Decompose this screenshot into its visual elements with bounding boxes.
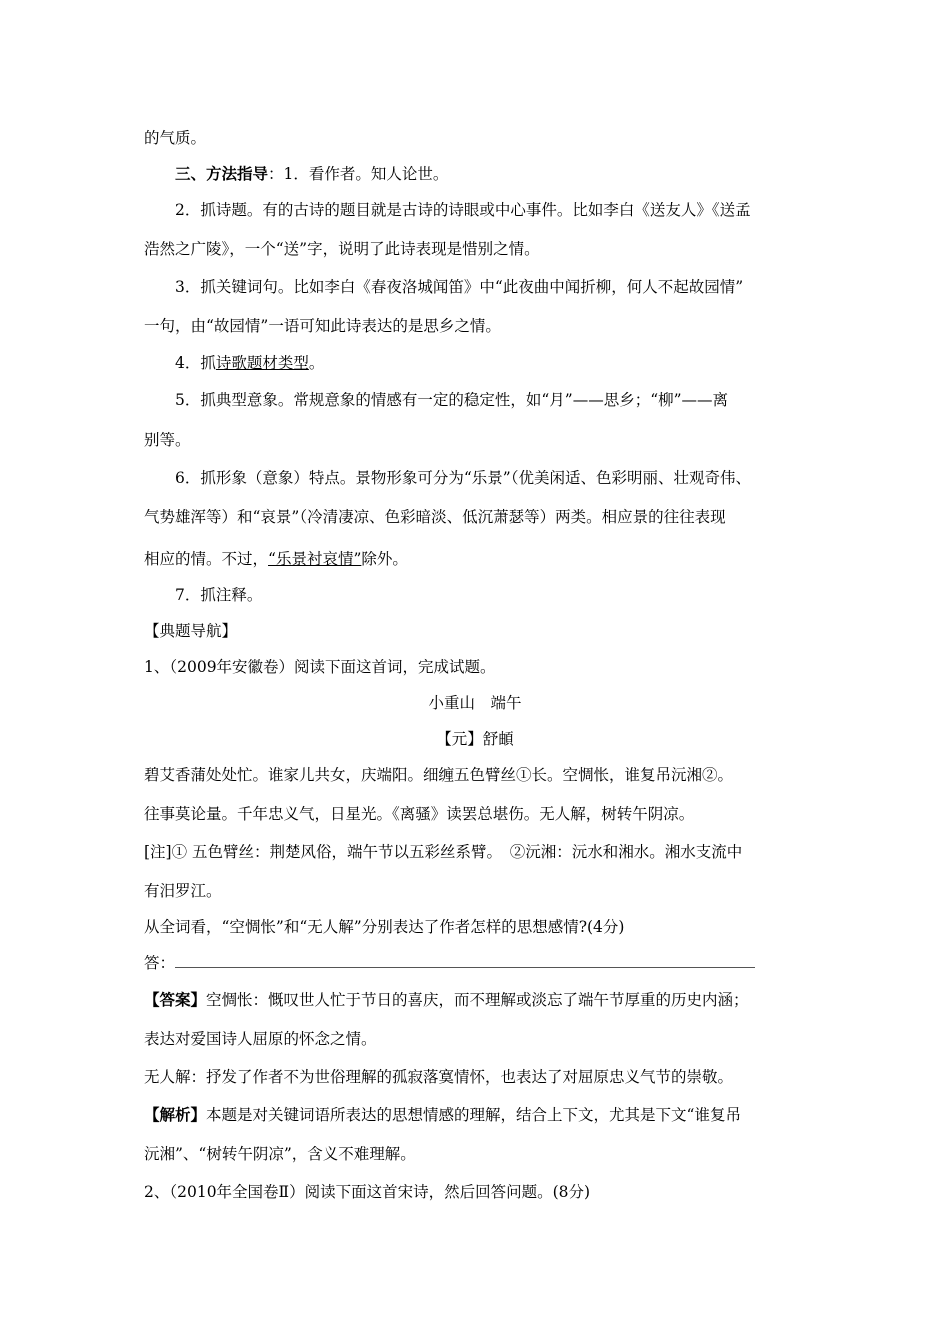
text-line: 3．抓关键词句。比如李白《春夜洛城闻笛》中“此夜曲中闻折柳，何人不起故园情” [175, 278, 744, 296]
text-line: 别等。 [144, 431, 191, 449]
poem-author: 【元】舒頔 [436, 730, 514, 748]
poem-title: 小重山 端午 [428, 694, 522, 712]
answer-blank[interactable] [175, 953, 755, 968]
poem-genre-link[interactable]: 诗歌题材类型 [215, 354, 309, 372]
text-line: 气势雄浑等）和“哀景”（冷清凄凉、色彩暗淡、低沉萧瑟等）两类。相应景的往往表现 [144, 508, 726, 526]
question-prompt: 从全词看，“空惆怅”和“无人解”分别表达了作者怎样的思想感情?(4分) [144, 918, 625, 936]
poem-note: 有汨罗江。 [144, 882, 222, 900]
answer-line [144, 953, 755, 973]
text-span: 相应的情。不过， [144, 550, 269, 568]
answer-text: 表达对爱国诗人屈原的怀念之情。 [144, 1030, 377, 1048]
happy-scene-sad-feeling-link[interactable]: “乐景衬哀情” [268, 550, 362, 568]
text-line: 的气质。 [144, 129, 207, 147]
poem-note: [注]① 五色臂丝：荆楚风俗，端午节以五彩丝系臂。 ②沅湘：沅水和湘水。湘水支流中 [144, 843, 743, 861]
answer-label: 答： [144, 954, 176, 972]
text-span: 空惆怅：慨叹世人忙于节日的喜庆，而不理解或淡忘了端午节厚重的历史内涵； [206, 991, 749, 1009]
method-guide-heading [175, 164, 448, 184]
text-line: 一句，由“故园情”一语可知此诗表达的是思乡之情。 [144, 317, 501, 335]
text-line [175, 353, 324, 373]
text-span: 4．抓 [175, 354, 216, 372]
analysis-tag: 【解析】 [144, 1105, 207, 1124]
text-line: 浩然之广陵》，一个“送”字，说明了此诗表现是惜别之情。 [144, 240, 540, 258]
poem-line: 往事莫论量。千年忠义气，日星光。《离骚》读罢总堪伤。无人解，树转午阴凉。 [144, 805, 695, 823]
text-line: 7．抓注释。 [175, 586, 263, 604]
text-line [144, 549, 408, 569]
poem-line: 碧艾香蒲处处忙。谁家儿共女，庆端阳。细缠五色臂丝①长。空惆怅，谁复吊沅湘②。 [144, 766, 734, 784]
text-span: ：1．看作者。知人论世。 [268, 165, 449, 183]
analysis-text [144, 1105, 741, 1125]
answer-tag: 【答案】 [144, 990, 207, 1009]
bold-heading: 三、方法指导 [175, 164, 269, 183]
text-line: 6．抓形象（意象）特点。景物形象可分为“乐景”（优美闲适、色彩明丽、壮观奇伟、 [175, 469, 751, 487]
text-span: 。 [308, 354, 325, 372]
text-span: 本题是对关键词语所表达的思想情感的理解，结合上下文，尤其是下文“谁复吊 [206, 1106, 741, 1124]
text-line: 5．抓典型意象。常规意象的情感有一定的稳定性，如“月”——思乡；“柳”——离 [175, 391, 729, 409]
text-span: 除外。 [361, 550, 408, 568]
question-1-intro: 1、（2009年安徽卷）阅读下面这首词，完成试题。 [144, 658, 496, 676]
analysis-text: 沅湘”、“树转午阴凉”，含义不难理解。 [144, 1145, 416, 1163]
question-2-intro: 2、（2010年全国卷Ⅱ）阅读下面这首宋诗，然后回答问题。(8分) [144, 1183, 591, 1201]
answer-text: 无人解：抒发了作者不为世俗理解的孤寂落寞情怀，也表达了对屈原忠义气节的崇敬。 [144, 1068, 734, 1086]
section-heading: 【典题导航】 [144, 622, 238, 640]
answer-text [144, 990, 749, 1010]
text-line: 2．抓诗题。有的古诗的题目就是古诗的诗眼或中心事件。比如李白《送友人》《送孟 [175, 201, 751, 219]
